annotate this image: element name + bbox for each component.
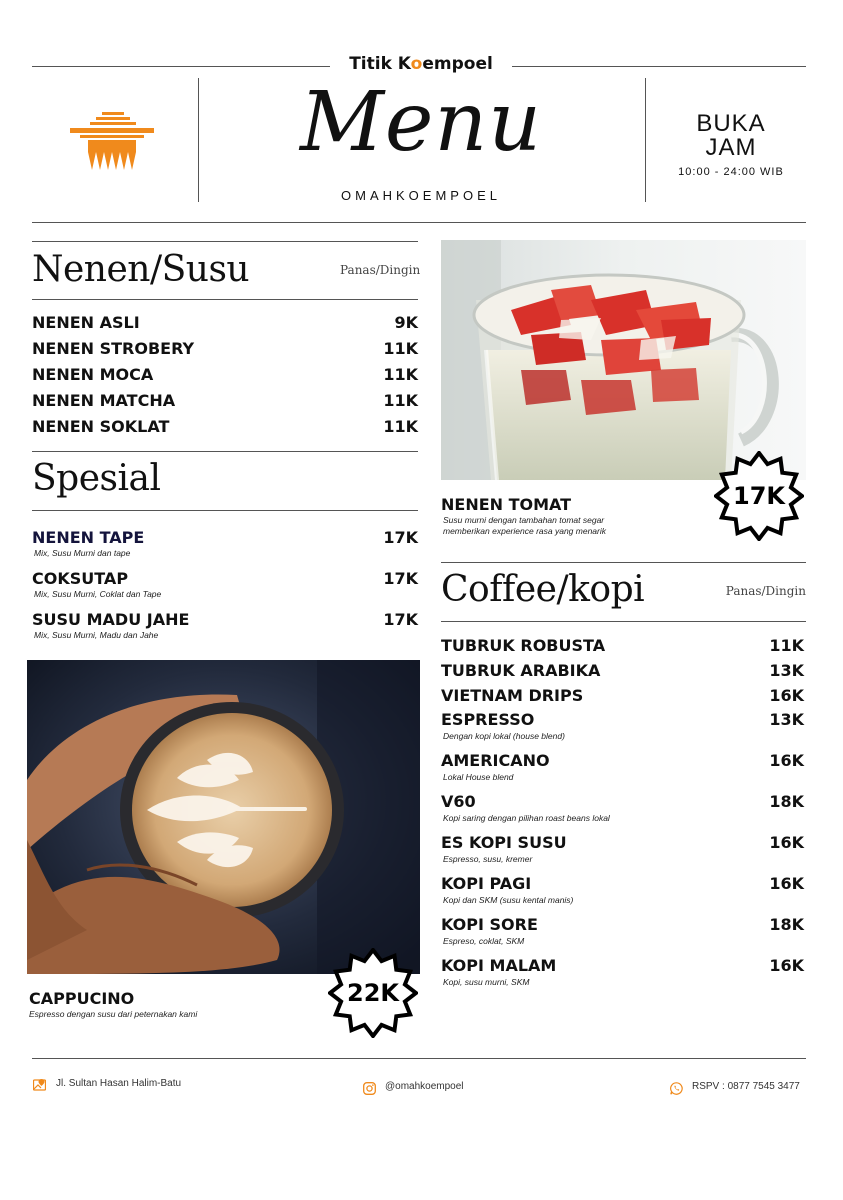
coffee-bottom-rule xyxy=(441,621,806,622)
item-description: Mix, Susu Murni, Coklat dan Tape xyxy=(34,589,162,599)
cappucino-name: CAPPUCINO xyxy=(29,989,135,1008)
item-price: 11K xyxy=(383,339,418,358)
header-divider-right xyxy=(645,78,646,202)
item-description: Espreso, coklat, SKM xyxy=(443,936,525,946)
list-item: V60 xyxy=(441,792,476,811)
item-description: Mix, Susu Murni dan tape xyxy=(34,548,131,558)
list-item: TUBRUK ROBUSTA xyxy=(441,636,606,655)
open-hours: 10:00 - 24:00 WIB xyxy=(678,166,784,178)
list-item: NENEN SOKLAT xyxy=(32,417,170,436)
list-item: SUSU MADU JAHE xyxy=(32,610,190,629)
list-item: NENEN MOCA xyxy=(32,365,154,384)
coffee-section-title: Coffee/kopi xyxy=(441,569,645,610)
header-top-rule-right xyxy=(512,66,806,67)
item-description: Kopi saring dengan pilihan roast beans lokal xyxy=(443,813,610,823)
list-item: KOPI PAGI xyxy=(441,874,532,893)
header-bottom-rule xyxy=(32,222,806,223)
item-description: Espresso, susu, kremer xyxy=(443,854,533,864)
list-item: NENEN STROBERY xyxy=(32,339,195,358)
coffee-section-note: Panas/Dingin xyxy=(725,584,806,598)
list-item: NENEN MATCHA xyxy=(32,391,176,410)
item-price: 13K xyxy=(769,710,804,729)
spesial-section-title: Spesial xyxy=(32,458,161,499)
item-price: 13K xyxy=(769,661,804,680)
list-item: ES KOPI SUSU xyxy=(441,833,567,852)
header-top-rule-left xyxy=(32,66,330,67)
brand-name: Titik Koempoel xyxy=(349,54,493,74)
item-price: 17K xyxy=(383,528,418,547)
item-price: 11K xyxy=(383,365,418,384)
menu-subtitle: OMAHKOEMPOEL xyxy=(341,188,501,203)
item-price: 16K xyxy=(769,956,804,975)
item-description: Mix, Susu Murni, Madu dan Jahe xyxy=(34,630,159,640)
footer-phone: RSPV : 0877 7545 3477 xyxy=(692,1081,800,1092)
item-price: 17K xyxy=(383,569,418,588)
list-item: VIETNAM DRIPS xyxy=(441,686,584,705)
item-price: 16K xyxy=(769,751,804,770)
footer-rule xyxy=(32,1058,806,1059)
nenen-top-rule xyxy=(32,241,418,242)
cappucino-description: Espresso dengan susu dari peternakan kami xyxy=(29,1009,198,1019)
cappucino-price-badge xyxy=(328,948,418,1038)
open-label: BUKA JAM xyxy=(696,110,766,161)
item-price: 11K xyxy=(383,417,418,436)
spesial-top-rule xyxy=(32,451,418,452)
nenen-section-note: Panas/Dingin xyxy=(340,263,421,277)
item-description: Lokal House blend xyxy=(443,772,514,782)
item-price: 16K xyxy=(769,833,804,852)
item-price: 17K xyxy=(383,610,418,629)
list-item: NENEN TAPE xyxy=(32,528,145,547)
cappucino-price: 22K xyxy=(347,979,399,1007)
list-item: TUBRUK ARABIKA xyxy=(441,661,601,680)
item-price: 11K xyxy=(383,391,418,410)
list-item: KOPI MALAM xyxy=(441,956,557,975)
item-price: 9K xyxy=(394,313,418,332)
menu-title: Menu xyxy=(299,75,543,170)
whatsapp-icon xyxy=(670,1080,683,1093)
item-price: 18K xyxy=(769,792,804,811)
list-item: KOPI SORE xyxy=(441,915,538,934)
nenen-bottom-rule xyxy=(32,299,418,300)
list-item: AMERICANO xyxy=(441,751,550,770)
coffee-top-rule xyxy=(441,562,806,563)
item-price: 16K xyxy=(769,874,804,893)
item-price: 16K xyxy=(769,686,804,705)
spesial-bottom-rule xyxy=(32,510,418,511)
item-description: Dengan kopi lokal (house blend) xyxy=(443,731,565,741)
nenen-section-title: Nenen/Susu xyxy=(32,249,250,290)
item-price: 11K xyxy=(769,636,804,655)
roof-house-logo-icon xyxy=(66,108,158,174)
item-price: 18K xyxy=(769,915,804,934)
item-description: Kopi, susu murni, SKM xyxy=(443,977,530,987)
instagram-icon[interactable] xyxy=(363,1080,376,1093)
map-pin-icon xyxy=(33,1076,46,1089)
footer-address: Jl. Sultan Hasan Halim-Batu xyxy=(56,1078,182,1089)
cappucino-photo xyxy=(27,660,420,974)
nenen-tomat-photo xyxy=(441,240,806,480)
list-item: COKSUTAP xyxy=(32,569,129,588)
nenen-tomat-price-badge xyxy=(714,451,804,541)
list-item: NENEN ASLI xyxy=(32,313,140,332)
nenen-tomat-description: Susu murni dengan tambahan tomat segar memberikan experience rasa yang menarik xyxy=(443,515,606,536)
footer-instagram[interactable]: @omahkoempoel xyxy=(385,1081,464,1092)
item-description: Kopi dan SKM (susu kental manis) xyxy=(443,895,574,905)
list-item: ESPRESSO xyxy=(441,710,535,729)
header-divider-left xyxy=(198,78,199,202)
nenen-tomat-name: NENEN TOMAT xyxy=(441,495,572,514)
nenen-tomat-price: 17K xyxy=(733,482,785,510)
